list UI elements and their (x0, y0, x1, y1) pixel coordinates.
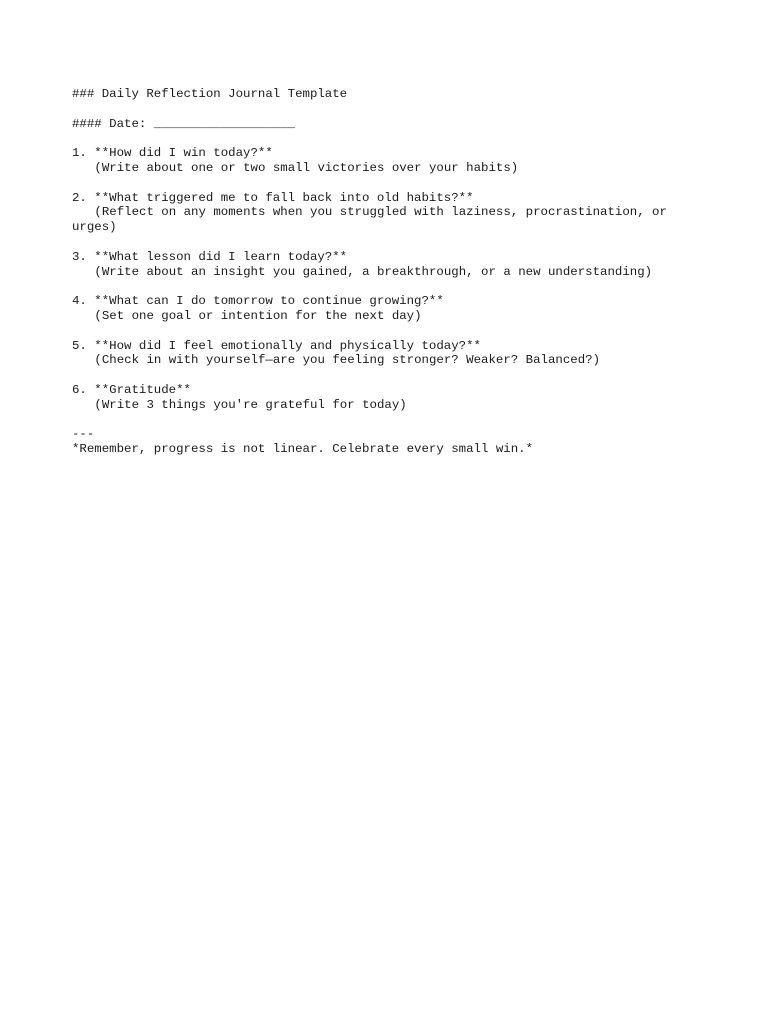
list-item (72, 339, 692, 369)
spacer (72, 324, 692, 339)
item-question: 4. **What can I do tomorrow to continue growing?** (72, 294, 444, 309)
list-item (72, 383, 692, 413)
spacer (72, 413, 692, 428)
spacer (72, 131, 692, 146)
list-item (72, 294, 692, 324)
page-title: ### Daily Reflection Journal Template (72, 87, 348, 101)
item-question: 5. **How did I feel emotionally and physically today?** (72, 338, 481, 353)
item-description: (Reflect on any moments when you struggled with laziness, procrastination, or urges) (72, 205, 675, 235)
spacer (72, 235, 692, 250)
item-question: 6. **Gratitude** (72, 382, 191, 397)
footer-note: *Remember, progress is not linear. Celebrate every small win.* (72, 442, 534, 457)
spacer (72, 279, 692, 294)
spacer (72, 176, 692, 191)
item-description: (Write about an insight you gained, a breakthrough, or a new understanding) (94, 264, 653, 279)
item-description: (Check in with yourself—are you feeling stronger? Weaker? Balanced?) (94, 353, 601, 368)
item-description: (Set one goal or intention for the next day) (94, 308, 422, 323)
spacer (72, 368, 692, 383)
list-item (72, 191, 692, 235)
item-question: 2. **What triggered me to fall back into old habits?** (72, 190, 474, 205)
document-body (72, 87, 692, 457)
list-item (72, 146, 692, 176)
list-item (72, 250, 692, 280)
date-line: #### Date: ___________________ (72, 116, 296, 131)
item-description: (Write about one or two small victories over your habits) (94, 160, 519, 175)
spacer (72, 102, 692, 117)
divider: --- (72, 427, 95, 442)
item-description: (Write 3 things you're grateful for today) (94, 397, 407, 412)
item-question: 3. **What lesson did I learn today?** (72, 249, 348, 264)
item-question: 1. **How did I win today?** (72, 146, 273, 161)
